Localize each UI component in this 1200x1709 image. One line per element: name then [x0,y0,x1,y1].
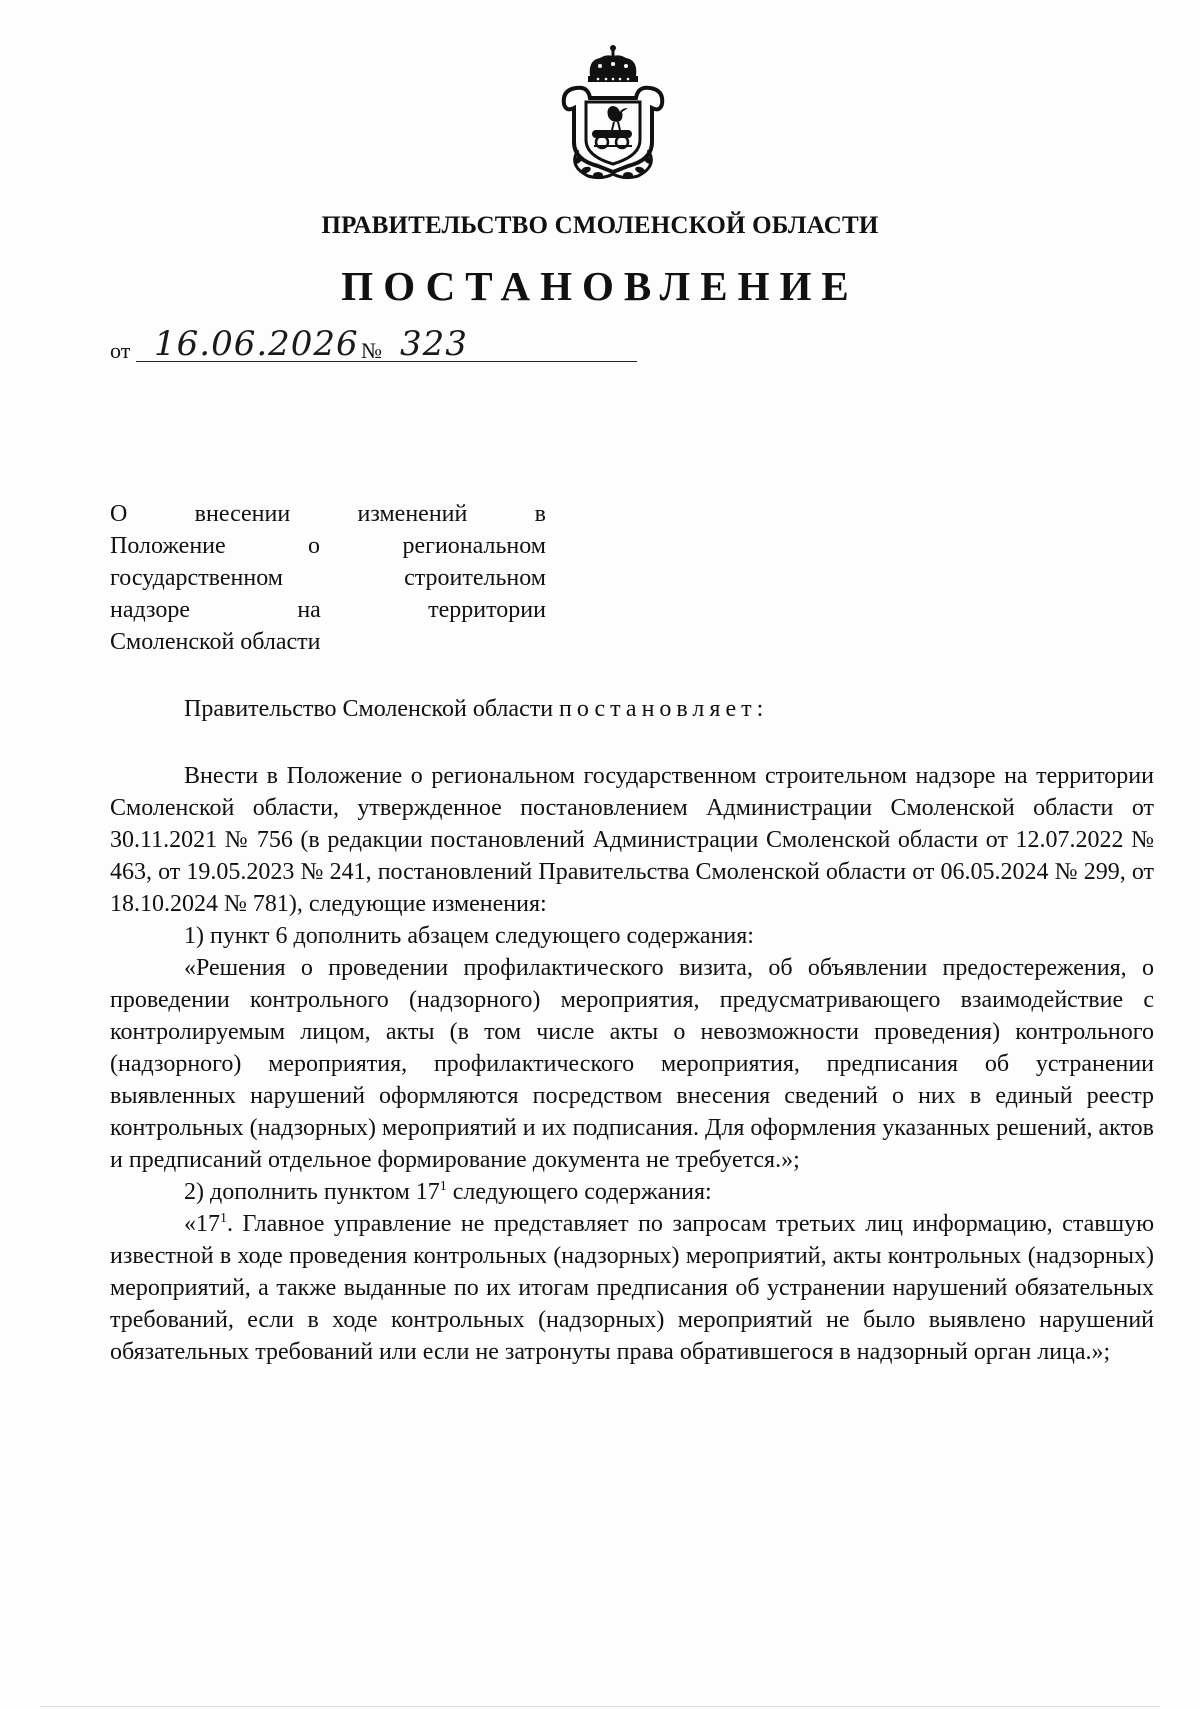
subject-line: надзоре на территории [110,597,546,623]
page-edge-line [40,1706,1160,1707]
decree-statement [184,696,768,723]
quote2-superscript: 1 [220,1211,227,1226]
number-prefix: № [361,338,382,363]
decree-verb: постановляет: [559,696,769,722]
document-type-title: ПОСТАНОВЛЕНИЕ [341,263,859,309]
quote2-rest: . Главное управление не представляет по запросам третьих лиц информацию, ставшую известной в ходе проведения контрольных (надзорных) мероприятий, акты контрольных (надзорных) мероприятий, а также выданные по их итогам предписания об устранении нарушений обязательных требований, если в ходе контрольных (надзорных) мероприятий не было выявлено нарушений обязательных требований или если не затронуты права обратившегося в надзорный орган лица.»; [110,1211,1154,1365]
body-paragraph-intro: Внести в Положение о региональном государственном строительном надзоре на территории Смоленской области, утвержденное постановлением Администрации Смоленской области от 30.11.2021 № 756 (в редакции постановлений Администрации Смоленской области от 12.07.2022 № 463, от 19.05.2023 № 241, постановлений Правительства Смоленской области от 06.05.2024 № 299, от 18.10.2024 № 781), следующие изменения: [110,763,1154,917]
document-body [110,760,1154,1368]
body-item-2 [110,1176,1154,1208]
quote2-open: «17 [184,1211,220,1237]
subject-line: Смоленской области [110,629,321,655]
item2-text-before: 2) дополнить пунктом 17 [184,1179,440,1205]
coat-of-arms-emblem [548,42,678,180]
handwritten-date: 16.06.2026 [154,324,359,364]
subject-line: О внесении изменений в [110,501,546,527]
subject-line: государственном строительном [110,565,546,591]
registration-line [110,324,710,364]
item2-text-after: следующего содержания: [446,1179,712,1205]
decree-lead: Правительство Смоленской области [184,696,560,722]
subject-line: Положение о региональном [110,533,546,559]
date-prefix: от [110,338,131,363]
item2-superscript: 1 [439,1179,447,1194]
body-quote-2 [110,1208,1154,1368]
body-item-1: 1) пункт 6 дополнить абзацем следующего содержания: [184,923,754,949]
body-quote-1: «Решения о проведении профилактического визита, об объявлении предостережения, о проведении контрольного (надзорного) мероприятия, предусматривающего взаимодействие с контролируемым лицом, акты (в том числе акты о невозможности проведения) контрольного (надзорного) мероприятия, профилактического мероприятия, предписания об устранении выявленных нарушений оформляются посредством внесения сведений о них в единый реестр контрольных (надзорных) мероприятий и их подписания. Для оформления указанных решений, актов и предписаний отдельное формирование документа не требуется.»; [110,955,1154,1173]
handwritten-number: 323 [400,324,468,364]
government-name: ПРАВИТЕЛЬСТВО СМОЛЕНСКОЙ ОБЛАСТИ [321,212,879,239]
document-subject [110,498,546,658]
